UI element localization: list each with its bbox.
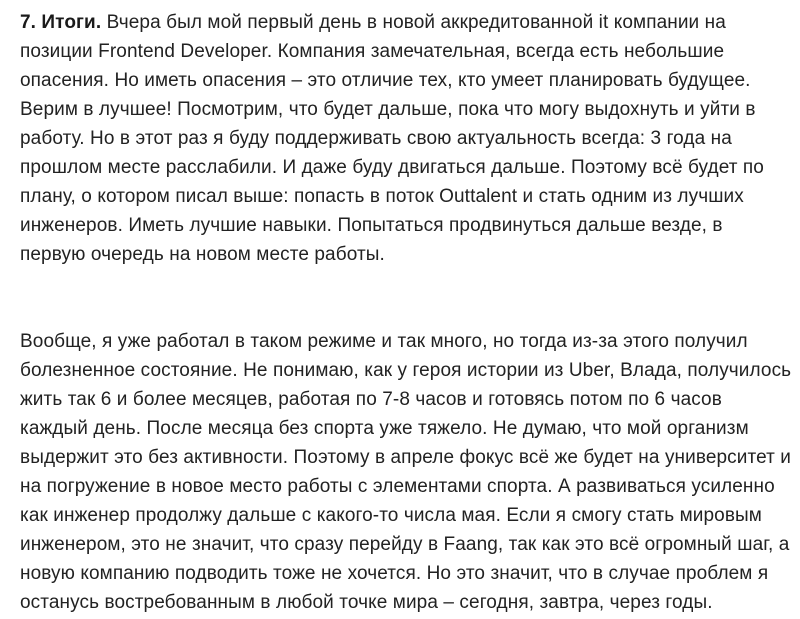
- paragraph-summary: [20, 8, 792, 269]
- paragraph-reflection: [20, 327, 792, 617]
- paragraph-text: Вчера был мой первый день в новой аккредитованной it компании на позиции Frontend Developer. Компания замечательная, всегда есть небольшие опасения. Но иметь опасения – это отличие тех, кто умеет планировать будущее. Верим в лучшее! Посмотрим, что будет дальше, пока что могу выдохнуть и уйти в работу. Но в этот раз я буду поддерживать свою актуальность всегда: 3 года на прошлом месте расслабили. И даже буду двигаться дальше. Поэтому всё будет по плану, о котором писал выше: попасть в поток Outtalent и стать одним из лучших инженеров. Иметь лучшие навыки. Попытаться продвинуться дальше везде, в первую очередь на новом месте работы.: [20, 12, 764, 265]
- paragraph-text: Вообще, я уже работал в таком режиме и так много, но тогда из-за этого получил болезненное состояние. Не понимаю, как у героя истории из Uber, Влада, получилось жить так 6 и более месяцев, работая по 7-8 часов и готовясь потом по 6 часов каждый день. После месяца без спорта уже тяжело. Не думаю, что мой организм выдержит это без активности. Поэтому в апреле фокус всё же будет на университет и на погружение в новое место работы с элементами спорта. А развиваться усиленно как инженер продолжу дальше с какого-то числа мая. Если я смогу стать мировым инженером, это не значит, что сразу перейду в Faang, так как это всё огромный шаг, а новую компанию подводить тоже не хочется. Но это значит, что в случае проблем я останусь востребованным в любой точке мира – сегодня, завтра, через годы.: [20, 331, 792, 613]
- document-body: [20, 8, 792, 617]
- section-heading: 7. Итоги.: [20, 12, 102, 33]
